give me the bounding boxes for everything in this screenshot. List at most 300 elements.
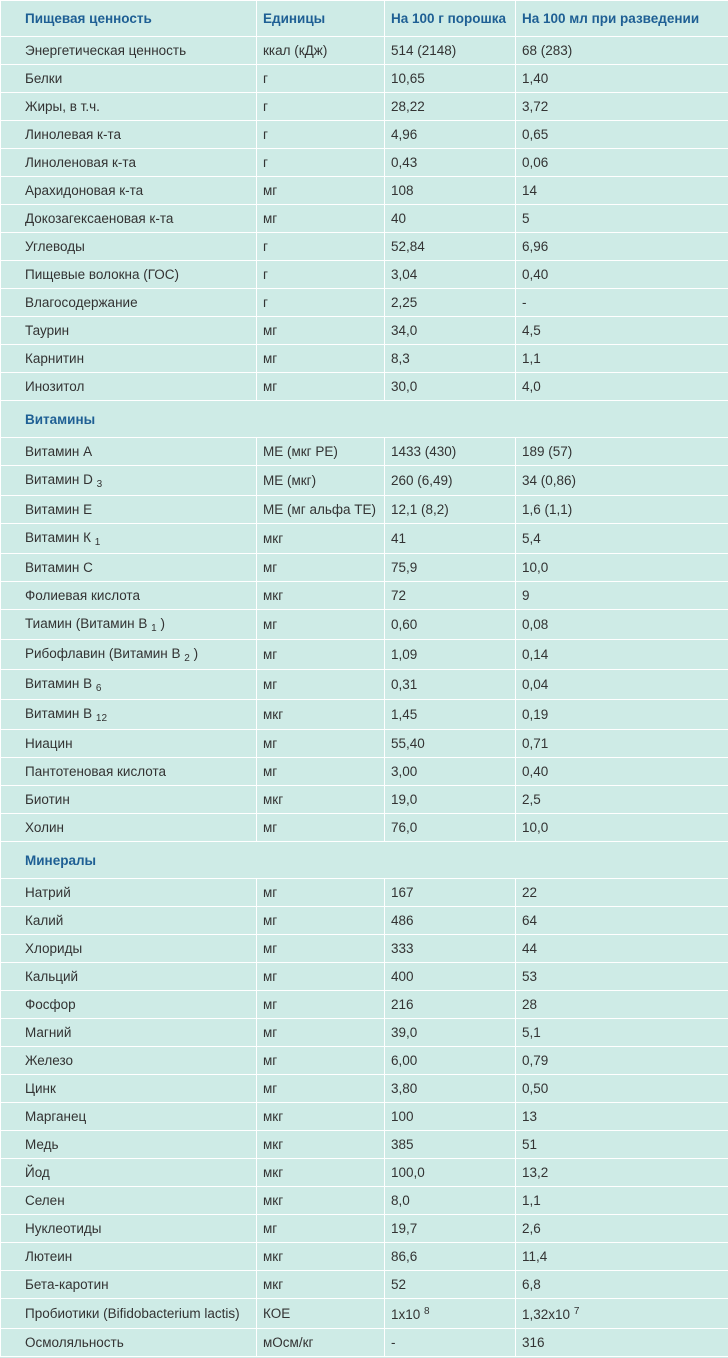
value-per-100ml [516, 610, 728, 640]
nutrient-name-text: Витамин В [25, 675, 93, 691]
nutrient-name-suffix: ) [193, 645, 199, 661]
value-per-100g [385, 205, 516, 233]
table-row [1, 814, 728, 842]
value-per-100ml [516, 991, 728, 1019]
nutrient-unit: мкг [257, 1159, 385, 1187]
nutrient-name [1, 261, 257, 289]
nutrient-name [1, 466, 257, 496]
nutrient-name [1, 233, 257, 261]
value-per-100ml-text: 14 [522, 183, 538, 198]
nutrient-name-text: Биотин [25, 792, 70, 807]
value-per-100g [385, 700, 516, 730]
nutrient-unit: мг [257, 205, 385, 233]
nutrient-unit: г [257, 233, 385, 261]
nutrient-name-text: Таурин [25, 323, 70, 338]
table-row [1, 935, 728, 963]
value-per-100ml-text: 0,65 [522, 127, 549, 142]
value-per-100g [385, 496, 516, 524]
value-per-100g [385, 1131, 516, 1159]
value-per-100ml-text: 11,4 [522, 1249, 548, 1264]
value-per-100ml-text: 1,1 [522, 351, 541, 366]
nutrient-name [1, 554, 257, 582]
value-per-100g [385, 554, 516, 582]
value-per-100ml [516, 1329, 728, 1357]
value-per-100ml-text: 10,0 [522, 560, 549, 575]
nutrient-unit: мг [257, 991, 385, 1019]
table-body [1, 37, 728, 1357]
value-per-100g-text: 6,00 [391, 1053, 418, 1068]
nutrient-name [1, 1299, 257, 1329]
nutrient-subscript: 1 [94, 536, 101, 548]
value-per-100g-text: 0,60 [391, 617, 418, 632]
value-per-100g [385, 610, 516, 640]
nutrient-name-text: Жиры, в т.ч. [25, 99, 100, 114]
nutrient-name-text: Арахидоновая к-та [25, 183, 144, 198]
value-exponent: 7 [573, 1305, 580, 1317]
value-per-100g [385, 991, 516, 1019]
nutrient-name-text: Углеводы [25, 239, 85, 254]
section-header-row [1, 842, 728, 879]
table-row [1, 496, 728, 524]
value-per-100g [385, 907, 516, 935]
table-row [1, 466, 728, 496]
header-per-100g-powder: На 100 г порошка [385, 1, 516, 37]
value-per-100g-text: 19,7 [391, 1221, 418, 1236]
table-row [1, 1187, 728, 1215]
value-per-100g-text: 55,40 [391, 736, 425, 751]
table-row [1, 524, 728, 554]
value-exponent: 8 [424, 1305, 430, 1317]
nutrient-name [1, 93, 257, 121]
nutrient-name-text: Витамин В [25, 705, 93, 721]
value-per-100g [385, 1187, 516, 1215]
value-per-100ml [516, 177, 728, 205]
table-row [1, 1019, 728, 1047]
value-per-100g [385, 233, 516, 261]
nutrient-unit: мг [257, 177, 385, 205]
section-title: Минералы [1, 842, 728, 879]
value-per-100ml [516, 670, 728, 700]
nutrient-unit: мг [257, 373, 385, 401]
value-per-100g-text: 1x10 [391, 1306, 421, 1322]
nutrient-name [1, 317, 257, 345]
value-per-100ml-text: 10,0 [522, 820, 549, 835]
value-per-100g [385, 345, 516, 373]
nutrient-name-text: Медь [25, 1137, 59, 1152]
value-per-100g-text: 333 [391, 941, 414, 956]
value-per-100ml-text: 316 [522, 1335, 545, 1350]
nutrient-unit: мкг [257, 1131, 385, 1159]
value-per-100g [385, 814, 516, 842]
value-per-100g [385, 37, 516, 65]
value-per-100g-text: 34,0 [391, 323, 418, 338]
nutrient-name [1, 907, 257, 935]
nutrient-name [1, 670, 257, 700]
table-row [1, 991, 728, 1019]
value-per-100ml-text: 0,06 [522, 155, 549, 170]
table-row [1, 1103, 728, 1131]
value-per-100g-text: 8,0 [391, 1193, 410, 1208]
nutrient-name [1, 700, 257, 730]
value-per-100ml-text: 44 [522, 941, 538, 956]
nutrient-unit: г [257, 121, 385, 149]
value-per-100g [385, 121, 516, 149]
nutrient-unit: мг [257, 1047, 385, 1075]
value-per-100ml-text: 0,71 [522, 736, 549, 751]
table-row [1, 730, 728, 758]
nutrient-name [1, 730, 257, 758]
value-per-100g-text: 12,1 (8,2) [391, 502, 449, 517]
nutrient-name-text: Пробиотики (Bifidobacterium lactis) [25, 1306, 240, 1321]
nutrient-name-text: Инозитол [25, 379, 85, 394]
value-per-100g-text: 3,04 [391, 267, 418, 282]
value-per-100ml-text: 1,40 [522, 71, 549, 86]
table-row [1, 670, 728, 700]
nutrient-name [1, 963, 257, 991]
value-per-100ml-text: 0,50 [522, 1081, 549, 1096]
table-row [1, 373, 728, 401]
table-row [1, 261, 728, 289]
value-per-100g [385, 93, 516, 121]
value-per-100g-text: 2,25 [391, 295, 418, 310]
value-per-100g [385, 1243, 516, 1271]
value-per-100g-text: 4,96 [391, 127, 418, 142]
value-per-100ml [516, 438, 728, 466]
value-per-100ml [516, 1187, 728, 1215]
value-per-100g-text: 39,0 [391, 1025, 418, 1040]
value-per-100ml [516, 1159, 728, 1187]
table-row [1, 1159, 728, 1187]
nutrient-unit: мг [257, 554, 385, 582]
value-per-100ml [516, 814, 728, 842]
value-per-100g-text: 72 [391, 588, 407, 603]
value-per-100g-text: 1,45 [391, 707, 418, 722]
value-per-100ml [516, 554, 728, 582]
value-per-100ml-text: 64 [522, 913, 538, 928]
header-per-100ml-prepared: На 100 мл при разведении [516, 1, 728, 37]
value-per-100ml [516, 1271, 728, 1299]
nutrient-name [1, 373, 257, 401]
nutrient-name-text: Витамин К [25, 529, 91, 545]
nutrient-name-text: Кальций [25, 969, 79, 984]
value-per-100g-text: 40 [391, 211, 407, 226]
nutrient-name-text: Карнитин [25, 351, 85, 366]
nutrient-unit: мкг [257, 1243, 385, 1271]
value-per-100ml-text: - [522, 295, 527, 310]
nutrient-subscript: 6 [95, 682, 102, 694]
nutrient-unit: мг [257, 935, 385, 963]
value-per-100ml [516, 149, 728, 177]
nutrient-name [1, 524, 257, 554]
value-per-100ml-text: 0,14 [522, 647, 549, 662]
value-per-100g-text: 100 [391, 1109, 414, 1124]
value-per-100g-text: 3,00 [391, 764, 418, 779]
nutrient-name-text: Ниацин [25, 736, 73, 751]
nutrient-unit: мкг [257, 786, 385, 814]
value-per-100ml-text: 4,5 [522, 323, 541, 338]
nutrient-unit: мг [257, 1215, 385, 1243]
nutrient-name-text: Витамин Е [25, 502, 93, 517]
table-row [1, 37, 728, 65]
value-per-100ml [516, 37, 728, 65]
value-per-100ml-text: 0,04 [522, 677, 549, 692]
table-row [1, 317, 728, 345]
nutrient-unit: мг [257, 345, 385, 373]
nutrient-name-text: Нуклеотиды [25, 1221, 102, 1236]
header-nutritional-value: Пищевая ценность [1, 1, 257, 37]
table-row [1, 65, 728, 93]
nutrient-name [1, 879, 257, 907]
table-row [1, 1243, 728, 1271]
nutrient-unit: мкг [257, 1187, 385, 1215]
nutrient-unit: г [257, 149, 385, 177]
value-per-100ml [516, 730, 728, 758]
nutrient-name-text: Пищевые волокна (ГОС) [25, 267, 180, 282]
value-per-100ml [516, 786, 728, 814]
nutrient-name-text: Бета-каротин [25, 1277, 109, 1292]
table-row [1, 640, 728, 670]
table-row [1, 786, 728, 814]
value-per-100g [385, 289, 516, 317]
nutrient-name [1, 1215, 257, 1243]
nutrient-name-text: Энергетическая ценность [25, 43, 187, 58]
nutrient-subscript: 3 [96, 478, 103, 490]
value-per-100ml-text: 22 [522, 885, 538, 900]
nutrient-unit: МЕ (мкг РЕ) [257, 438, 385, 466]
nutrient-unit: мкг [257, 700, 385, 730]
nutrient-name-text: Линоленовая к-та [25, 155, 136, 170]
nutrient-subscript: 12 [95, 712, 108, 724]
nutrient-name [1, 65, 257, 93]
nutrient-unit: мОсм/кг [257, 1329, 385, 1357]
value-per-100ml-text: 2,6 [522, 1221, 541, 1236]
nutrient-name [1, 1019, 257, 1047]
value-per-100g [385, 758, 516, 786]
value-per-100g [385, 524, 516, 554]
table-row [1, 582, 728, 610]
value-per-100g [385, 1047, 516, 1075]
nutrient-name [1, 1075, 257, 1103]
value-per-100ml [516, 65, 728, 93]
nutrient-name [1, 205, 257, 233]
nutrient-name [1, 814, 257, 842]
nutrient-unit: МЕ (мкг) [257, 466, 385, 496]
value-per-100g [385, 786, 516, 814]
value-per-100g-text: 30,0 [391, 379, 418, 394]
value-per-100ml [516, 233, 728, 261]
nutrient-name [1, 289, 257, 317]
value-per-100g-text: 216 [391, 997, 414, 1012]
value-per-100ml [516, 700, 728, 730]
value-per-100g-text: 1433 (430) [391, 444, 457, 459]
nutrient-name [1, 610, 257, 640]
table-row [1, 1075, 728, 1103]
value-per-100g-text: 1,09 [391, 647, 418, 662]
table-row [1, 758, 728, 786]
value-per-100ml-text: 13 [522, 1109, 538, 1124]
nutrient-name-text: Докозагексаеновая к-та [25, 211, 174, 226]
nutrient-name [1, 1187, 257, 1215]
value-per-100g [385, 640, 516, 670]
nutrient-name [1, 1047, 257, 1075]
nutrient-unit: мг [257, 640, 385, 670]
value-per-100g [385, 149, 516, 177]
value-per-100ml-text: 0,40 [522, 267, 549, 282]
value-per-100g [385, 1271, 516, 1299]
table-row [1, 1131, 728, 1159]
value-per-100ml [516, 524, 728, 554]
value-per-100g-text: 3,80 [391, 1081, 418, 1096]
nutrient-name-text: Осмоляльность [25, 1335, 124, 1350]
value-per-100g-text: 486 [391, 913, 414, 928]
nutrient-unit: г [257, 65, 385, 93]
value-per-100g [385, 1329, 516, 1357]
value-per-100ml [516, 373, 728, 401]
nutrient-name-text: Белки [25, 71, 63, 86]
value-per-100g [385, 730, 516, 758]
nutrient-name [1, 1329, 257, 1357]
value-per-100g [385, 963, 516, 991]
nutrient-name-text: Тиамин (Витамин В [25, 615, 148, 631]
table-row [1, 93, 728, 121]
nutrient-name [1, 1243, 257, 1271]
nutrient-name [1, 935, 257, 963]
value-per-100ml [516, 1215, 728, 1243]
value-per-100g-text: 385 [391, 1137, 414, 1152]
nutrient-name-text: Цинк [25, 1081, 56, 1096]
table-row [1, 121, 728, 149]
nutrient-name-text: Магний [25, 1025, 72, 1040]
nutrient-unit: мг [257, 814, 385, 842]
value-per-100ml [516, 205, 728, 233]
value-per-100ml [516, 289, 728, 317]
value-per-100g-text: 52,84 [391, 239, 425, 254]
table-row [1, 205, 728, 233]
nutrient-name-text: Марганец [25, 1109, 87, 1124]
nutrient-name-text: Пантотеновая кислота [25, 764, 166, 779]
value-per-100g-text: 41 [391, 531, 407, 546]
nutrient-name-text: Йод [25, 1165, 50, 1180]
value-per-100g [385, 1215, 516, 1243]
value-per-100g [385, 935, 516, 963]
value-per-100g-text: 75,9 [391, 560, 418, 575]
value-per-100g-text: 19,0 [391, 792, 418, 807]
value-per-100ml [516, 1299, 728, 1329]
value-per-100ml-text: 5,4 [522, 531, 541, 546]
table-row [1, 700, 728, 730]
nutrient-name [1, 991, 257, 1019]
value-per-100g [385, 65, 516, 93]
value-per-100g [385, 438, 516, 466]
nutrient-unit: мг [257, 1019, 385, 1047]
value-per-100g-text: 260 (6,49) [391, 473, 453, 488]
value-per-100ml [516, 640, 728, 670]
table-row [1, 177, 728, 205]
nutrient-unit: МЕ (мг альфа ТЕ) [257, 496, 385, 524]
nutrient-name [1, 37, 257, 65]
nutrient-subscript: 1 [151, 622, 157, 634]
value-per-100g [385, 373, 516, 401]
nutrient-unit: КОЕ [257, 1299, 385, 1329]
value-per-100g-text: 400 [391, 969, 414, 984]
value-per-100g-text: 76,0 [391, 820, 418, 835]
value-per-100ml [516, 963, 728, 991]
value-per-100ml [516, 1019, 728, 1047]
nutrient-unit: мкг [257, 1271, 385, 1299]
value-per-100g-text: 52 [391, 1277, 407, 1292]
value-per-100ml-text: 0,40 [522, 764, 549, 779]
value-per-100g-text: 167 [391, 885, 414, 900]
nutrient-name [1, 438, 257, 466]
nutrient-name-text: Витамин С [25, 560, 93, 575]
nutrient-name [1, 786, 257, 814]
value-per-100ml-text: 28 [522, 997, 538, 1012]
value-per-100g [385, 670, 516, 700]
value-per-100ml [516, 1047, 728, 1075]
value-per-100ml-text: 9 [522, 588, 530, 603]
nutrient-name [1, 1103, 257, 1131]
nutrient-name-text: Натрий [25, 885, 71, 900]
value-per-100ml [516, 1103, 728, 1131]
value-per-100ml-text: 53 [522, 969, 538, 984]
nutrient-name [1, 1271, 257, 1299]
value-per-100g [385, 1159, 516, 1187]
table-row [1, 963, 728, 991]
value-per-100g-text: 8,3 [391, 351, 410, 366]
value-per-100ml [516, 317, 728, 345]
nutrient-unit: мг [257, 963, 385, 991]
value-per-100g-text: 10,65 [391, 71, 425, 86]
value-per-100g-text: 28,22 [391, 99, 425, 114]
value-per-100g [385, 177, 516, 205]
value-per-100ml-text: 34 (0,86) [522, 473, 577, 488]
value-per-100g-text: - [391, 1335, 396, 1350]
nutrient-name [1, 758, 257, 786]
nutrient-unit: г [257, 261, 385, 289]
value-per-100g-text: 514 (2148) [391, 43, 457, 58]
value-per-100ml [516, 758, 728, 786]
nutrient-name [1, 640, 257, 670]
table-row [1, 554, 728, 582]
value-per-100ml [516, 582, 728, 610]
value-per-100ml [516, 935, 728, 963]
nutrient-name [1, 149, 257, 177]
nutrient-unit: мг [257, 317, 385, 345]
value-per-100ml [516, 121, 728, 149]
nutrient-name [1, 121, 257, 149]
value-per-100ml-text: 2,5 [522, 792, 541, 807]
value-per-100g [385, 879, 516, 907]
value-per-100ml-text: 5 [522, 211, 530, 226]
nutrient-name-text: Селен [25, 1193, 65, 1208]
value-per-100ml-text: 0,08 [522, 617, 549, 632]
value-per-100g [385, 317, 516, 345]
value-per-100ml [516, 93, 728, 121]
nutrient-name [1, 1131, 257, 1159]
table-row [1, 1215, 728, 1243]
nutrient-unit: мг [257, 730, 385, 758]
value-per-100g-text: 86,6 [391, 1249, 418, 1264]
nutrient-unit: мг [257, 907, 385, 935]
value-per-100g-text: 0,43 [391, 155, 418, 170]
value-per-100ml [516, 261, 728, 289]
value-per-100ml [516, 879, 728, 907]
value-per-100ml [516, 1075, 728, 1103]
table-row [1, 233, 728, 261]
value-per-100g-text: 0,31 [391, 677, 418, 692]
value-per-100ml-text: 5,1 [522, 1025, 541, 1040]
nutrient-unit: ккал (кДж) [257, 37, 385, 65]
